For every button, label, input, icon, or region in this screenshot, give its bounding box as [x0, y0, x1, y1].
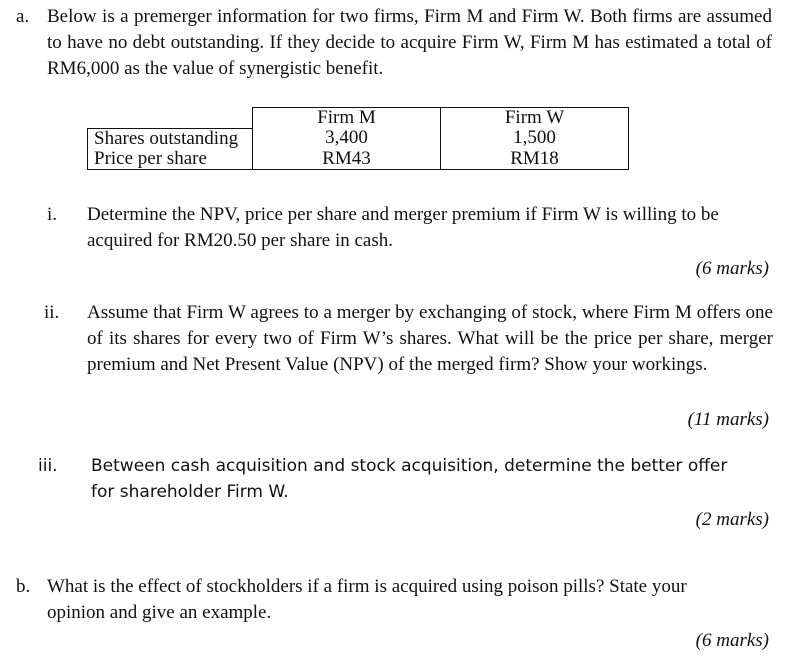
- sub-question-label: i.: [47, 204, 58, 225]
- question-a-text: Below is a premerger information for two firms, Firm M and Firm W. Both firms are assumed to have no debt outstanding. If they decide to acquire Firm W, Firm M has estimated a total of RM6,000 as the value of synergistic benefit.: [47, 6, 772, 79]
- table-cell: 1,500: [441, 128, 629, 149]
- table-header-row: [88, 108, 629, 129]
- table-cell: Shares outstanding: [88, 128, 253, 149]
- table-cell: RM18: [441, 149, 629, 170]
- question-b-text: What is the effect of stockholders if a firm is acquired using poison pills? State your opinion and give an example.: [47, 576, 687, 623]
- marks-label: (6 marks): [695, 258, 769, 279]
- marks-label: (2 marks): [695, 509, 769, 530]
- table-cell: 3,400: [253, 128, 441, 149]
- table-header-cell: Firm W: [441, 108, 629, 129]
- sub-question-text: Between cash acquisition and stock acquisition, determine the better offer for shareholder Firm W.: [91, 456, 728, 502]
- marks-label: (11 marks): [687, 409, 769, 430]
- table-row: [88, 149, 629, 170]
- table-cell: Price per share: [88, 149, 253, 170]
- table-header-cell: [88, 108, 253, 129]
- sub-question-text: Assume that Firm W agrees to a merger by exchanging of stock, where Firm M offers one of its shares for every two of Firm W’s shares. What will be the price per share, merger premium and Net Present Value (NPV) of the merged firm? Show your workings.: [87, 302, 773, 375]
- sub-question-text: Determine the NPV, price per share and merger premium if Firm W is willing to be acquired for RM20.50 per share in cash.: [87, 204, 719, 251]
- sub-question-label: ii.: [44, 302, 60, 323]
- table-header-cell: Firm M: [253, 108, 441, 129]
- table-row: [88, 128, 629, 149]
- sub-question-label: iii.: [38, 456, 58, 476]
- question-b-label: b.: [16, 576, 31, 597]
- table-cell: RM43: [253, 149, 441, 170]
- marks-label: (6 marks): [695, 630, 769, 651]
- premerger-info-table: [87, 107, 629, 170]
- question-a-label: a.: [16, 6, 30, 27]
